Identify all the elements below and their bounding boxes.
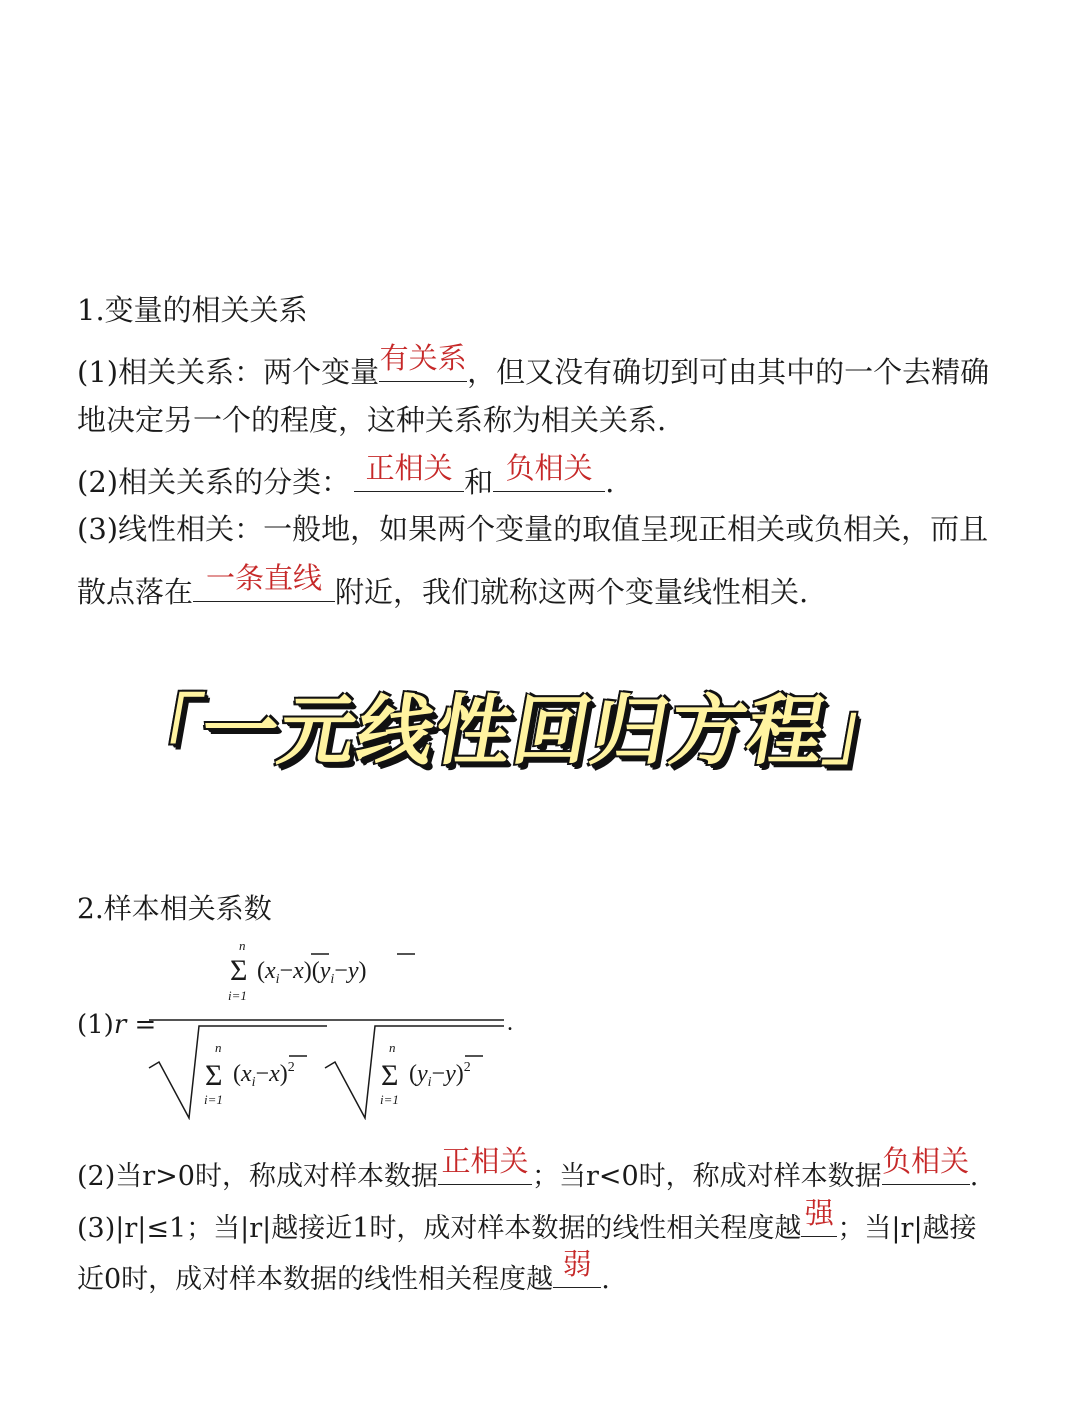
svg-text:(xi−x)2: $(x_i-x)^2$ [233, 1060, 295, 1090]
svg-text:i=1: i=1 [380, 1092, 399, 1107]
answer-text: 一条直线 [206, 561, 323, 595]
formula-label: (1)r = [77, 1010, 157, 1040]
banner-title: 「一元线性回归方程」 [116, 686, 912, 775]
section2-item2 [77, 1144, 979, 1194]
section1-item1-line1 [77, 341, 990, 389]
item3-line2-text: 近0时，成对样本数据的线性相关程度越 [77, 1264, 554, 1295]
svg-text:n: n [239, 940, 246, 953]
svg-text:n: n [215, 1040, 222, 1055]
formula-numerator [228, 940, 415, 1003]
svg-text:i=1: i=1 [204, 1092, 223, 1107]
answer-text: 负相关 [505, 451, 593, 485]
item1-text-pre: (1)相关关系：两个变量 [77, 355, 380, 389]
section2-item3-line2 [77, 1247, 610, 1297]
svg-text:Σ: Σ [230, 954, 248, 987]
svg-text:i=1: i=1 [228, 988, 247, 1003]
item3-text-post: 附近，我们就称这两个变量线性相关. [335, 575, 809, 609]
answer-blank [493, 451, 605, 492]
section1-item3-line2 [77, 561, 809, 609]
section1-item2 [77, 451, 615, 499]
answer-text: 正相关 [365, 451, 453, 485]
item3-text-pre: (3)|r|≤1；当|r|越接近1时，成对样本数据的线性相关程度越 [77, 1213, 802, 1244]
answer-blank [801, 1196, 837, 1237]
svg-text:.: . [507, 1010, 513, 1036]
item1-text-post: ，但又没有确切到可由其中的一个去精确 [467, 355, 990, 389]
answer-blank [553, 1247, 601, 1288]
answer-text: 正相关 [441, 1144, 529, 1178]
item2-text-post: . [969, 1161, 979, 1192]
correlation-formula [77, 940, 577, 1120]
item2-text-post: . [605, 465, 615, 499]
answer-blank [354, 451, 464, 492]
answer-text: 弱 [562, 1247, 592, 1281]
section1-item1-line2: 地决定另一个的程度，这种关系称为相关关系. [77, 403, 667, 437]
answer-text: 负相关 [882, 1144, 970, 1178]
svg-text:n: n [389, 1040, 396, 1055]
section2-item3-line1 [77, 1196, 977, 1246]
svg-text:(yi−y)2: $(y_i-y)^2$ [409, 1060, 471, 1090]
formula-label-number: (1) [77, 1010, 114, 1040]
svg-text:Σ: Σ [205, 1059, 223, 1092]
answer-blank [193, 561, 335, 602]
item2-text-mid: 和 [464, 465, 494, 499]
answer-text: 强 [804, 1196, 834, 1230]
svg-text:(xi−x)(yi−y): $(x_i-x)(y_i-y)$ [257, 958, 367, 987]
formula-r: r [113, 1010, 127, 1040]
answer-text: 有关系 [379, 341, 467, 375]
item2-text-mid: ；当r<0时，称成对样本数据 [531, 1161, 882, 1192]
section1-title: 1.变量的相关关系 [77, 293, 308, 327]
svg-text:Σ: Σ [381, 1059, 399, 1092]
section1-item3-line1: (3)线性相关：一般地，如果两个变量的取值呈现正相关或负相关，而且 [77, 512, 989, 546]
item3-text-mid: ；当|r|越接 [837, 1213, 977, 1244]
formula-denominator [149, 1026, 504, 1118]
answer-blank [379, 341, 467, 382]
item3-text-post: . [601, 1264, 610, 1295]
answer-blank [882, 1144, 970, 1185]
item2-text-pre: (2)相关关系的分类： [77, 465, 351, 499]
item2-text-pre: (2)当r>0时，称成对样本数据 [77, 1161, 438, 1192]
answer-blank [438, 1144, 532, 1185]
item3-text-pre: 散点落在 [77, 575, 194, 609]
section2-title: 2.样本相关系数 [77, 892, 272, 925]
